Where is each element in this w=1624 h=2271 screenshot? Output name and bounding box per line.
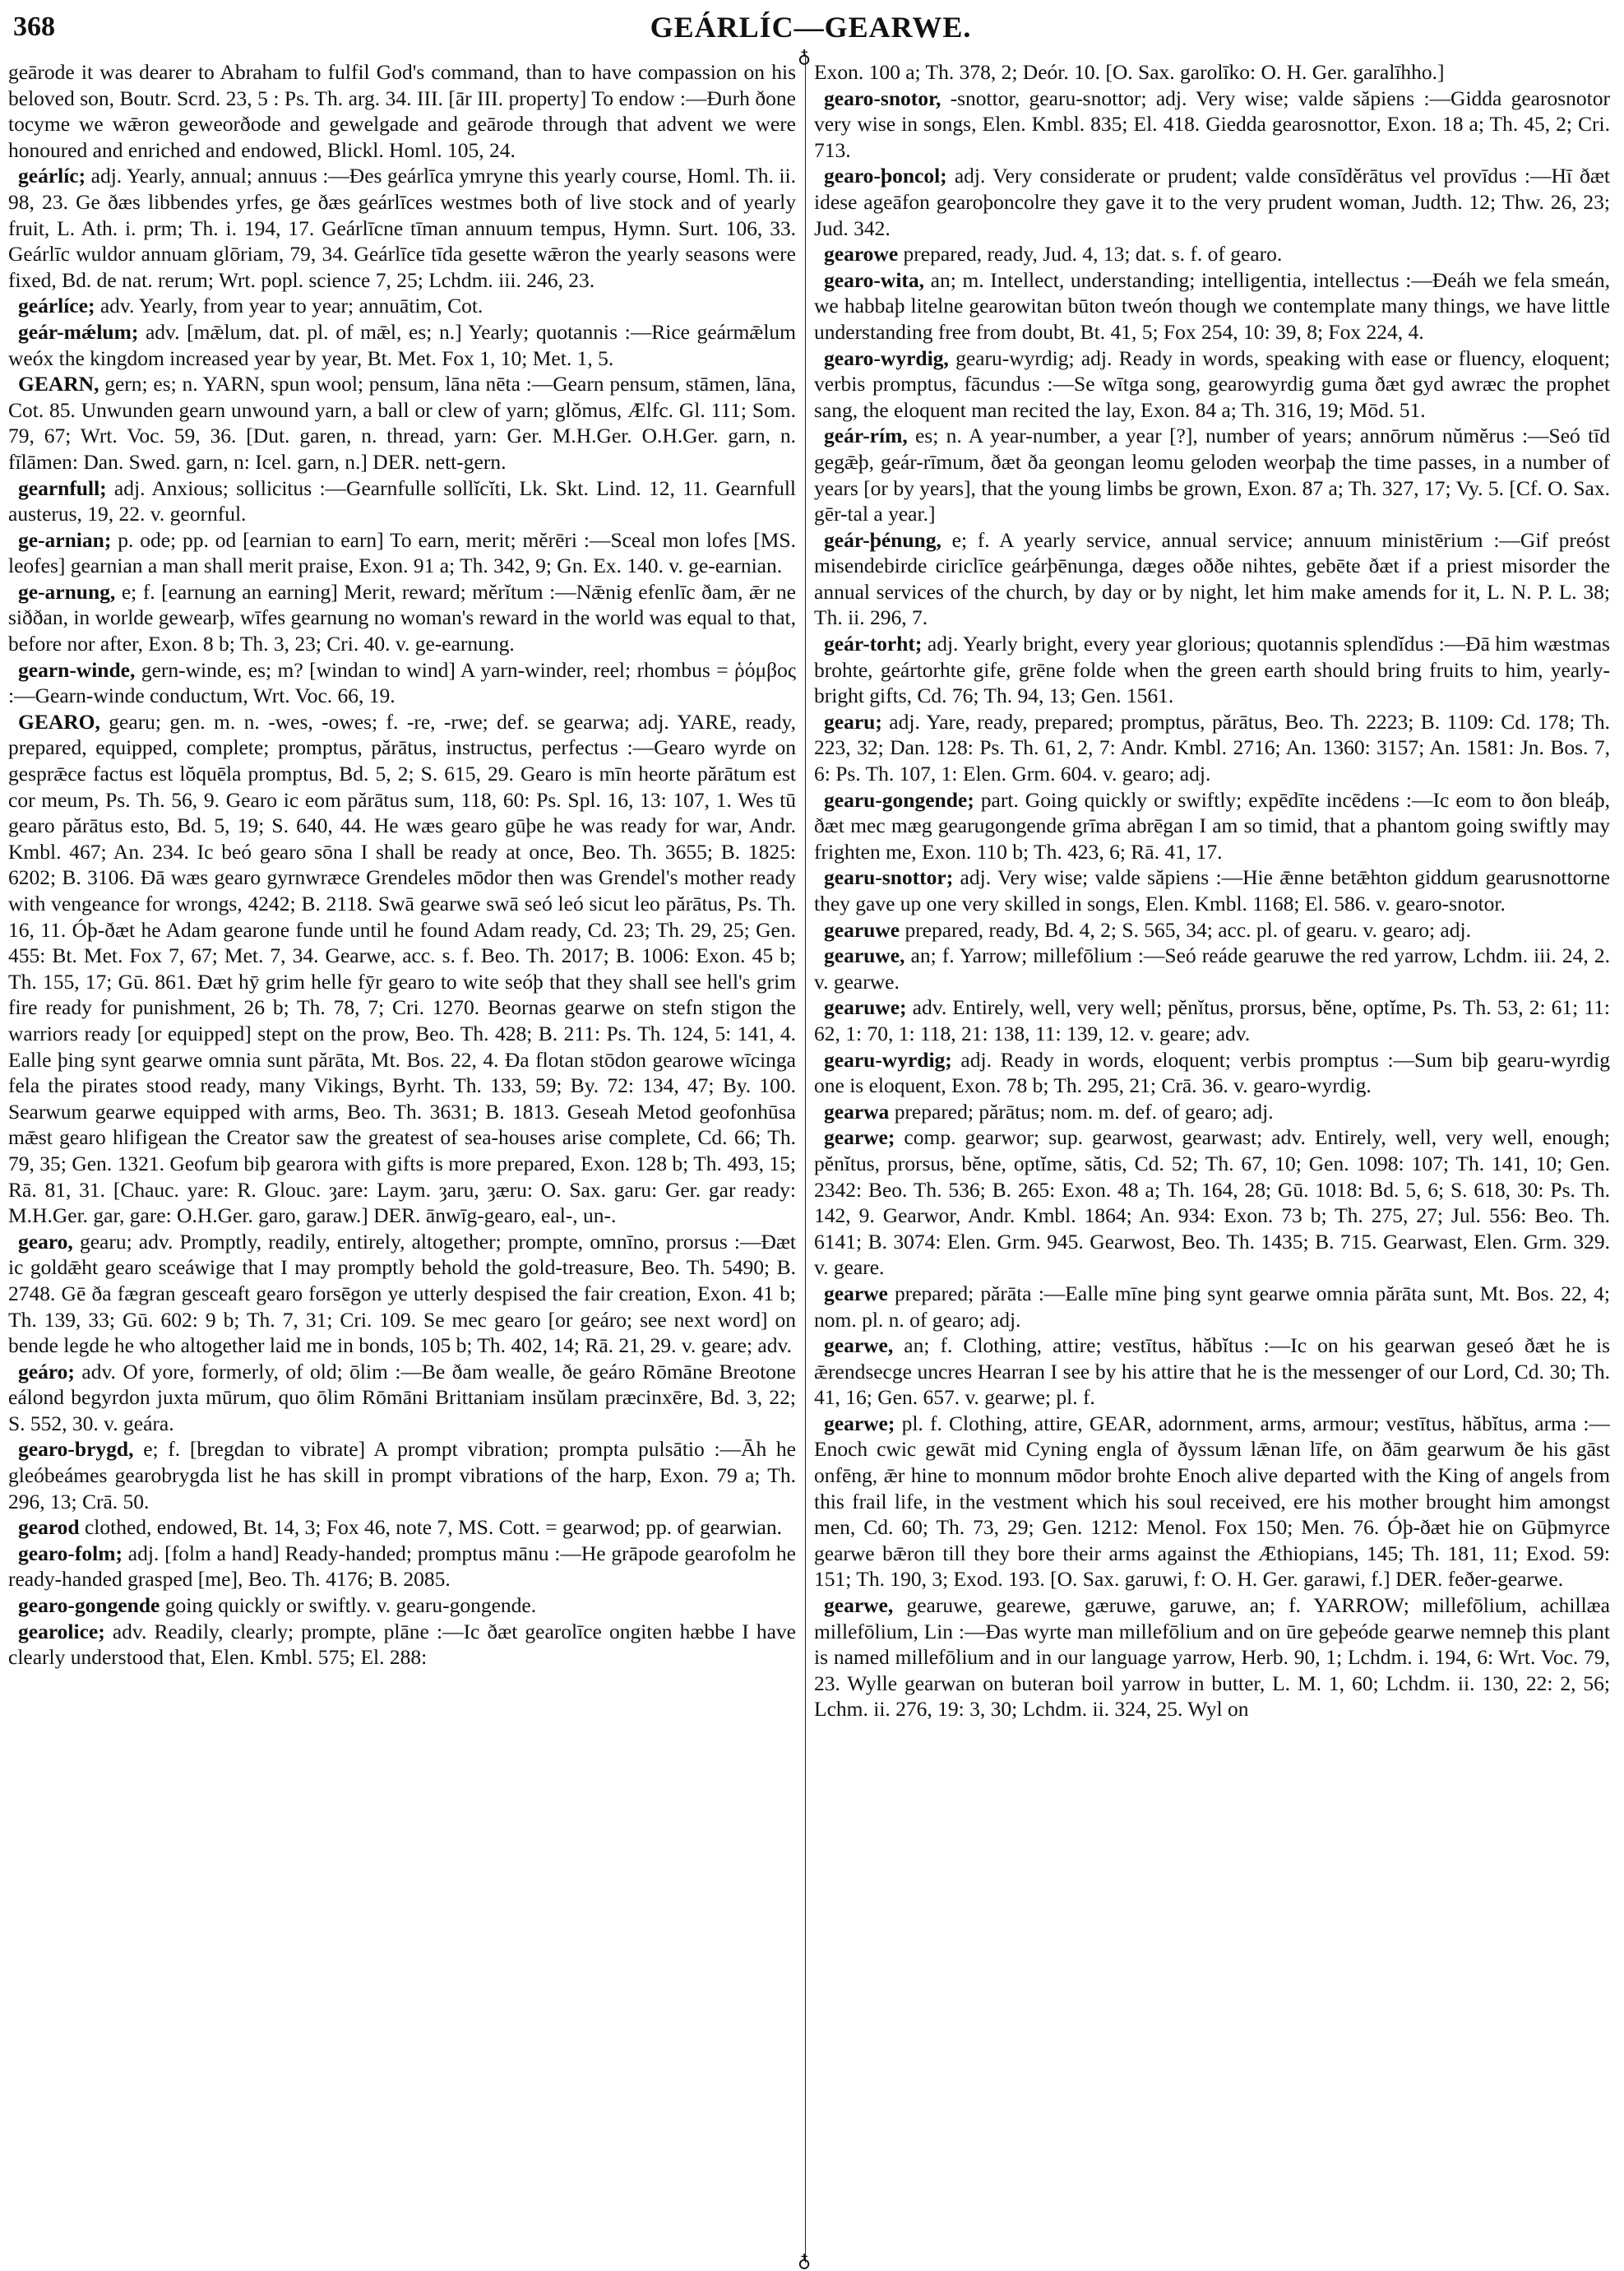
- entry-definition: adj. Yearly bright, every year glorious; quotannis splendĭdus :—Ðā him wæstmas brohte, geártorhte gife, grēne folde when the green earth should bring fruits to him, yearly-bright gifts, Cd. 76; Th. 94, 13; Gen. 1561.: [814, 632, 1610, 708]
- entry-definition: prepared, ready, Jud. 4, 13; dat. s. f. of gearo.: [898, 242, 1283, 266]
- entry-definition: clothed, endowed, Bt. 14, 3; Fox 46, note 7, MS. Cott. = gearwod; pp. of gearwian.: [79, 1515, 782, 1540]
- dictionary-entry: [814, 994, 1610, 1046]
- entry-definition: prepared; părāta :—Ealle mīne þing synt gearwe omnia părāta sunt, Mt. Bos. 22, 4; nom. pl. n. of gearo; adj.: [814, 1281, 1610, 1332]
- column-divider: [805, 54, 806, 2263]
- entry-definition: prepared; părātus; nom. m. def. of gearo; adj.: [889, 1099, 1274, 1124]
- entry-headword: gearu-snottor;: [824, 865, 954, 890]
- dictionary-entry: [8, 319, 796, 371]
- entry-definition: adv. [mǣlum, dat. pl. of mǣl, es; n.] Yearly; quotannis :—Rice geármǣlum weóx the kingdom increased year by year, Bt. Met. Fox 1, 10; Met. 1, 5.: [8, 319, 796, 370]
- entry-headword: gearu;: [824, 709, 882, 734]
- entry-headword: geár-þénung,: [824, 527, 942, 552]
- entry-definition: -snottor, gearu-snottor; adj. Very wise; valde săpiens :—Gidda gearosnotor very wise in songs, Elen. Kmbl. 835; El. 418. Giedda gearosnottor, Exon. 18 a; Th. 45, 2; Cri. 713.: [814, 86, 1610, 162]
- entry-definition: adj. Yearly, annual; annuus :—Ðes geárlīca ymryne this yearly course, Homl. Th. ii. 98, 23. Ge ðæs libbendes yrfes, ge ðæs geárlīces westmes both of live stock and of yearly fruit, L. Ath. i. prm; Th. i. 194, 17. Geárlīcne tīman annuum tempus, Hymn. Surt. 106, 33. Geárlīc wuldor annuam glōriam, 79, 34. Geárlīce tīda gesette wǣron the yearly seasons were fixed, Bd. de nat. rerum; Wrt. popl. science 7, 25; Lchdm. iii. 246, 23.: [8, 164, 796, 292]
- entry-headword: geárlíc;: [18, 164, 86, 188]
- entry-headword: gearwa: [824, 1099, 890, 1124]
- entry-headword: gearnfull;: [18, 475, 107, 500]
- entry-definition: adj. [folm a hand] Ready-handed; promptus mānu :—He grāpode gearofolm he ready-handed grasped [me], Beo. Th. 4176; B. 2085.: [8, 1541, 796, 1592]
- entry-headword: ge-arnian;: [18, 527, 112, 552]
- dictionary-entry: [814, 241, 1610, 267]
- dictionary-entry: [814, 345, 1610, 424]
- entry-headword: geár-mǽlum;: [18, 319, 139, 344]
- entry-definition: an; f. Clothing, attire; vestītus, hăbĭtus :—Ic on his gearwan geseó ðæt he is ǣrendsecge uncres Hearran I see by his attire that he is the messenger of our Lord, Cd. 30; Th. 41, 16; Gen. 657. v. gearwe; pl. f.: [814, 1333, 1610, 1410]
- entry-headword: gearo-gongende: [18, 1593, 160, 1618]
- dictionary-entry: [8, 1541, 796, 1592]
- entry-definition: going quickly or swiftly. v. gearu-gongende.: [160, 1593, 537, 1618]
- entry-definition: pl. f. Clothing, attire, GEAR, adornment, arms, armour; vestītus, hăbĭtus, arma :—Enoch cwic gewāt mid Cyning engla of ðyssum lǣnan līfe, on ðām gearwum ðe his gāst onfēng, ǣr hine to monnum mōdor brohte Enoch alive departed with the King of angels from this frail life, in the vestment which his soul received, ere his mother brought him amongst men, Cd. 60; Th. 73, 29; Gen. 1212: Menol. Fox 150; Men. 76. Óþ-ðæt hie on Gūþmyrce gearwe bǣron till they bore their arms against the Æthiopians, 145; Th. 181, 11; Exod. 59: 151; Th. 190, 3; Exod. 193. [O. Sax. garuwi, f: O. H. Ger. garawi, f.] DER. feðer-gearwe.: [814, 1411, 1610, 1592]
- entry-definition: adv. Yearly, from year to year; annuātim, Cot.: [95, 294, 483, 318]
- entry-headword: ge-arnung,: [18, 579, 116, 604]
- dictionary-entry: [814, 527, 1610, 631]
- entry-headword: gearn-winde,: [18, 657, 136, 682]
- dictionary-entry: [8, 1436, 796, 1514]
- entry-definition: e; f. A yearly service, annual service; annuum ministērium :—Gif preóst misendebirde ciriclīce geárþēnunga, dæges oððe nihtes, gebēte ðæt if a priest misorder the annual services of the church, by day or by night, let him make amends for it, L. N. P. L. 38; Th. ii. 296, 7.: [814, 527, 1610, 630]
- entry-headword: gearuwe;: [824, 995, 907, 1020]
- entry-headword: gearowe: [824, 242, 899, 266]
- dictionary-entry: [8, 527, 796, 579]
- dictionary-entry: [814, 631, 1610, 709]
- dictionary-entry: [814, 864, 1610, 916]
- dictionary-entry: [814, 1411, 1610, 1592]
- dictionary-entry: [814, 709, 1610, 787]
- right-column: [814, 59, 1610, 2247]
- dictionary-entry: [814, 163, 1610, 241]
- column-ornament-bottom: ♁: [798, 2250, 812, 2271]
- entry-definition: gearu; gen. m. n. -wes, -owes; f. -re, -rwe; def. se gearwa; adj. YARE, ready, prepared, equipped, complete; promptus, părātus, instructus, perfectus :—Gearo wyrde on gesprǣce factus est lŏquēla promptus, Bd. 5, 2; S. 615, 29. Gearo is mīn heorte părātum est cor meum, Ps. Th. 56, 9. Gearo ic eom părātus sum, 118, 60: Ps. Spl. 16, 13: 107, 1. Wes tū gearo părātus esto, Bd. 5, 19; S. 640, 44. He wæs gearo gūþe he was ready for war, Andr. Kmbl. 467; An. 234. Ic beó gearo sōna I shall be ready at once, Beo. Th. 3655; B. 1825: 6202; B. 3106. Ðā wæs gearo gyrnwræce Grendeles mōdor then was Grendel's mother ready with vengeance for wrongs, 4242; B. 2118. Swā gearwe swā seó leó sicut leo părātus, Ps. Th. 16, 11. Óþ-ðæt he Adam gearone funde until he found Adam ready, Cd. 23; Th. 29, 25; Gen. 455: Bt. Met. Fox 7, 67; Met. 7, 34. Gearwe, acc. s. f. Beo. Th. 2017; B. 1006: Exon. 45 b; Th. 155, 17; Gū. 861. Ðæt hȳ grim helle fȳr gearo to wite seóþ that they shall see hell's grim fire ready for punishment, 26 b; Th. 78, 7; Cri. 1270. Beornas gearwe on stefn stigon the warriors ready [or equipped] stept on the prow, Beo. Th. 428; B. 211: Ps. Th. 124, 5: 141, 4. Ealle þing synt gearwe omnia sunt părāta, Mt. Bos. 22, 4. Ða flotan stōdon gearowe wīcinga fela the pirates stood ready, many Vikings, Byrht. Th. 133, 59; By. 72: 134, 47; By. 100. Searwum gearwe equipped with arms, Beo. Th. 3631; B. 1813. Geseah Metod geofonhūsa mǣst gearo hlifigean the Creator saw the greatest of sea-houses arise complete, Cd. 66; Th. 79, 35; Gen. 1321. Geofum biþ gearora with gifts is more prepared, Exon. 128 b; Th. 493, 15; Rā. 81, 31. [Chauc. yare: R. Glouc. ȝare: Laym. ȝaru, ȝæru: O. Sax. garu: Ger. gar ready: M.H.Ger. gar, gare: O.H.Ger. garo, garaw.] DER. ānwīg-gearo, eal-, un-.: [8, 709, 796, 1228]
- entry-headword: GEARN,: [18, 372, 99, 396]
- dictionary-entry: [814, 1332, 1610, 1411]
- dictionary-entry: [814, 59, 1610, 86]
- entry-headword: gearwe;: [824, 1125, 895, 1150]
- dictionary-entry: [814, 1281, 1610, 1332]
- entry-definition: adj. Ready in words, eloquent; verbis promptus :—Sum biþ gearu-wyrdig one is eloquent, Exon. 78 b; Th. 295, 21; Crā. 36. v. gearo-wyrdig.: [814, 1047, 1610, 1098]
- entry-headword: gearuwe,: [824, 943, 905, 968]
- entry-definition: adj. Very wise; valde săpiens :—Hie ǣnne betǣhton giddum gearusnottorne they gave up one very skilled in songs, Elen. Kmbl. 1168; El. 586. v. gearo-snotor.: [814, 865, 1610, 915]
- dictionary-entry: [8, 475, 796, 527]
- dictionary-entry: [8, 657, 796, 709]
- dictionary-entry: [814, 267, 1610, 345]
- entry-definition: geārode it was dearer to Abraham to fulfil God's command, than to have compassion on his beloved son, Boutr. Scrd. 23, 5 : Ps. Th. arg. 34. III. [ār III. property] To endow :—Ðurh ðone tocyme we wǣron geweorðode and gewelgade and geārode through that advent we were honoured and enriched and endowed, Blickl. Homl. 105, 24.: [8, 60, 796, 162]
- entry-headword: gearo-wyrdig,: [824, 345, 949, 370]
- entry-headword: gearo-snotor,: [824, 86, 942, 110]
- entry-headword: geár-rím,: [824, 424, 908, 448]
- entry-headword: gearwe: [824, 1281, 888, 1305]
- dictionary-entry: [8, 579, 796, 657]
- entry-definition: adj. Yare, ready, prepared; promptus, părātus, Beo. Th. 2223; B. 1109: Cd. 178; Th. 223, 32; Dan. 128: Ps. Th. 61, 2, 7: Andr. Kmbl. 2716; An. 1360: 3157; An. 1581: Jn. Bos. 7, 6: Ps. Th. 107, 1: Elen. Grm. 604. v. gearo; adj.: [814, 709, 1610, 786]
- dictionary-entry: [8, 1229, 796, 1359]
- dictionary-entry: [8, 1592, 796, 1619]
- dictionary-entry: [8, 1359, 796, 1437]
- entry-definition: adv. Of yore, formerly, of old; ōlim :—Be ðam wealle, ðe geáro Rōmāne Breotone eálond begyrdon juxta mūrum, quo ōlim Rōmāni Brittaniam insŭlam præcinxēre, Bd. 3, 22; S. 552, 30. v. geára.: [8, 1359, 796, 1435]
- dictionary-entry: [8, 59, 796, 163]
- entry-definition: gearu; adv. Promptly, readily, entirely, altogether; prompte, omnīno, prorsus :—Ðæt ic goldǣht gearo sceáwige that I may promptly behold the gold-treasure, Beo. Th. 5490; B. 2748. Gē ða fægran gesceaft gearo forsēgon ye utterly despised the fair creation, Exon. 41 b; Th. 139, 33; Gū. 602: 9 b; Th. 7, 31; Cri. 109. Se mec gearo [or geáro; see next word] on bende legde he who altogether laid me in bonds, 105 b; Th. 402, 14; Rā. 21, 29. v. geare; adv.: [8, 1229, 796, 1358]
- entry-definition: an; m. Intellect, understanding; intelligentia, intellectus :—Ðeáh we fela smeán, we habbaþ litelne gearowitan būton tweón though we contemplate many things, we have little understanding free from doubt, Bt. 41, 5; Fox 254, 10: 39, 8; Fox 224, 4.: [814, 267, 1610, 344]
- dictionary-entry: [8, 1619, 796, 1671]
- page-number: 368: [13, 12, 55, 42]
- entry-headword: geár-torht;: [824, 632, 923, 656]
- dictionary-entry: [814, 86, 1610, 164]
- entry-headword: gearo,: [18, 1229, 73, 1254]
- dictionary-entry: [8, 371, 796, 475]
- entry-headword: gearwe,: [824, 1593, 894, 1618]
- entry-definition: p. ode; pp. od [earnian to earn] To earn, merit; mĕrēri :—Sceal mon lofes [MS. leofes] gearnian a man shall merit praise, Exon. 91 a; Th. 342, 9; Gn. Ex. 140. v. ge-earnian.: [8, 527, 796, 578]
- running-head: GEÁRLÍC—GEARWE.: [650, 11, 972, 44]
- dictionary-entry: [814, 1592, 1610, 1722]
- entry-definition: e; f. [bregdan to vibrate] A prompt vibration; prompta pulsātio :—Āh he gleóbeámes gearobrygda list he has skill in prompt vibrations of the harp, Exon. 79 a; Th. 296, 13; Crā. 50.: [8, 1437, 796, 1513]
- entry-definition: e; f. [earnung an earning] Merit, reward; mĕrĭtum :—Nǣnig efenlīc ðam, ǣr ne siððan, in worlde gewearþ, wīfes gearnung no woman's reward in the world was equal to that, before nor after, Exon. 8 b; Th. 3, 23; Cri. 40. v. ge-earnung.: [8, 579, 796, 656]
- entry-headword: gearo-wita,: [824, 267, 925, 292]
- left-column: [8, 59, 796, 2247]
- entry-definition: part. Going quickly or swiftly; expēdīte incēdens :—Ic eom to ðon bleáþ, ðæt mec mæg gearugongende grīma abrēgan I am so timid, that a phantom going swiftly may frighten me, Exon. 110 b; Th. 423, 6; Rā. 41, 17.: [814, 787, 1610, 864]
- entry-headword: gearo-brygd,: [18, 1437, 134, 1462]
- entry-headword: gearu-wyrdig;: [824, 1047, 952, 1072]
- entry-definition: gearu-wyrdig; adj. Ready in words, speaking with ease or fluency, eloquent; verbis promptus, fācundus :—Se wītga song, gearowyrdig guma ðæt gyd awræc the prophet sang, the eloquent man recited the lay, Exon. 84 a; Th. 316, 19; Mōd. 51.: [814, 345, 1610, 422]
- entry-headword: GEARO,: [18, 709, 100, 734]
- entry-headword: gearuwe: [824, 917, 900, 942]
- entry-definition: gern; es; n. YARN, spun wool; pensum, lāna nēta :—Gearn pensum, stāmen, lāna, Cot. 85. Unwunden gearn unwound yarn, a ball or clew of yarn; glŏmus, Ælfc. Gl. 111; Som. 79, 67; Wrt. Voc. 59, 36. [Dut. garen, n. thread, yarn: Ger. M.H.Ger. O.H.Ger. garn, n. fīlāmen: Dan. Swed. garn, n: Icel. garn, n.] DER. nett-gern.: [8, 372, 796, 474]
- entry-definition: comp. gearwor; sup. gearwost, gearwast; adv. Entirely, well, very well, enough; pĕnĭtus, prorsus, bĕne, optĭme, sătis, Cd. 52; Th. 67, 10; Gen. 1098: 107; Th. 141, 10; Gen. 2342: Beo. Th. 536; B. 265: Exon. 48 a; Th. 164, 28; Gū. 1018: Bd. 5, 6; S. 618, 30: Ps. Th. 142, 9. Gearwor, Andr. Kmbl. 1864; An. 934: Exon. 73 b; Th. 275, 27; Jul. 556: Beo. Th. 6141; B. 3074: Elen. Grm. 945. Gearwost, Beo. Th. 1435; B. 715. Gearwast, Elen. Grm. 329. v. geare.: [814, 1125, 1610, 1280]
- entry-headword: gearwe;: [824, 1411, 895, 1435]
- entry-definition: adj. Anxious; sollicitus :—Gearnfulle sollĭcĭti, Lk. Skt. Lind. 12, 11. Gearnfull austerus, 19, 22. v. geornful.: [8, 475, 796, 526]
- column-ornament-top: ♁: [798, 46, 812, 67]
- dictionary-entry: [814, 787, 1610, 865]
- dictionary-entry: [8, 1514, 796, 1541]
- entry-definition: adj. Very considerate or prudent; valde consīdĕrātus vel provīdus :—Hī ðæt idese ageāfon gearoþoncolre they gave it to the very prudent woman, Judth. 12; Thw. 26, 23; Jud. 342.: [814, 164, 1610, 240]
- entry-headword: gearo-folm;: [18, 1541, 123, 1565]
- dictionary-entry: [814, 917, 1610, 943]
- page-header: [13, 10, 1608, 46]
- entry-headword: geáro;: [18, 1359, 75, 1383]
- dictionary-entry: [8, 709, 796, 1229]
- dictionary-entry: [8, 293, 796, 319]
- dictionary-entry: [814, 423, 1610, 526]
- entry-definition: gern-winde, es; m? [windan to wind] A yarn-winder, reel; rhombus = ῥόμβος :—Gearn-winde conductum, Wrt. Voc. 66, 19.: [8, 657, 796, 708]
- entry-headword: geárlíce;: [18, 294, 95, 318]
- entry-definition: an; f. Yarrow; millefōlium :—Seó reáde gearuwe the red yarrow, Lchdm. iii. 24, 2. v. gearwe.: [814, 943, 1610, 994]
- dictionary-entry: [8, 163, 796, 293]
- entry-definition: gearuwe, gearewe, gæruwe, garuwe, an; f. YARROW; millefōlium, achillæa millefōlium, Lin :—Ðas wyrte man millefōlium and on ūre geþeóde gearwe nemneþ this plant is named millefōlium and in our language yarrow, Herb. 90, 1; Lchdm. i. 194, 6: Wrt. Voc. 79, 23. Wylle gearwan on buteran boil yarrow in butter, L. M. 1, 60; Lchdm. ii. 130, 22: 2, 56; Lchm. ii. 276, 19: 3, 30; Lchdm. ii. 324, 25. Wyl on: [814, 1593, 1610, 1722]
- entry-definition: adv. Entirely, well, very well; pĕnĭtus, prorsus, bĕne, optĭme, Ps. Th. 53, 2: 61; 11: 62, 1: 70, 1: 118, 21: 138, 11: 139, 12. v. geare; adv.: [814, 995, 1610, 1045]
- entry-headword: gearwe,: [824, 1333, 894, 1358]
- entry-definition: es; n. A year-number, a year [?], number of years; annōrum nŭmĕrus :—Seó tīd gegǣþ, geár-rīmum, ðæt ða geongan leomu geloden weorþaþ the time passes, in a number of years [or by years], that the young limbs be grown, Exon. 87 a; Th. 327, 17; Vy. 5. [Cf. O. Sax. gēr-tal a year.]: [814, 424, 1610, 526]
- dictionary-entry: [814, 943, 1610, 994]
- entry-definition: prepared, ready, Bd. 4, 2; S. 565, 34; acc. pl. of gearu. v. gearo; adj.: [900, 917, 1471, 942]
- entry-headword: gearo-þoncol;: [824, 164, 947, 188]
- entry-headword: gearod: [18, 1515, 80, 1540]
- entry-definition: Exon. 100 a; Th. 378, 2; Deór. 10. [O. Sax. garolīko: O. H. Ger. garalīhho.]: [814, 60, 1445, 84]
- dictionary-entry: [814, 1047, 1610, 1099]
- entry-headword: gearolice;: [18, 1619, 105, 1643]
- entry-definition: adv. Readily, clearly; prompte, plāne :—Ic ðæt gearolīce ongiten hæbbe I have clearly understood that, Elen. Kmbl. 575; El. 288:: [8, 1619, 796, 1670]
- entry-headword: gearu-gongende;: [824, 787, 974, 812]
- dictionary-entry: [814, 1124, 1610, 1281]
- dictionary-entry: [814, 1099, 1610, 1125]
